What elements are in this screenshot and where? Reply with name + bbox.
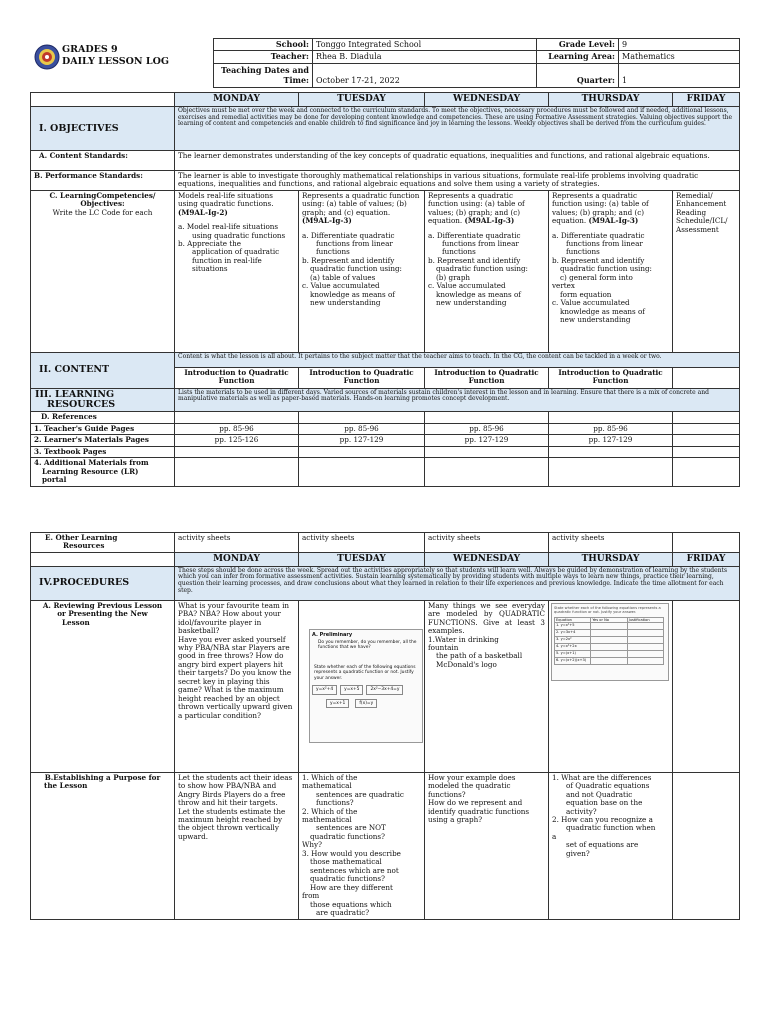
lc-label-1: C. LearningCompetencies/ [49,190,156,200]
purpose-tuesday-line: sentences are quadratic [316,789,404,799]
purpose-tuesday-line: from [302,891,320,901]
equation-table-cell: 3. y=2x² [555,637,591,644]
preliminary-instruction: State whether each of the following equations represents a quadratic function or not. Justify your answer. [314,664,416,681]
lc-wednesday-b2: quadratic function using: [436,264,528,274]
purpose-thursday-line: set of equations are [566,840,639,850]
lc-thursday-a2: functions from linear [566,239,643,248]
school-value: Tonggo Integrated School [313,39,537,51]
lc-thursday-code: (M9AL-Ig-3) [588,216,639,226]
lm-tuesday: pp. 127-129 [299,435,425,446]
purpose-tuesday-line: those equations which [310,899,392,909]
dates-label [214,63,313,87]
additional-materials-label-2: Learning Resource (LR) [42,466,139,476]
dates-label-1: Teaching Dates and [220,64,309,75]
content-tuesday: Introduction to Quadratic Function [299,367,425,388]
lc-wednesday-c3: new understanding [436,298,507,308]
day-thursday-2: THURSDAY [549,552,673,566]
reviewing-thursday [549,600,673,772]
lm-thursday: pp. 127-129 [549,435,673,446]
title-line-2: DAILY LESSON LOG [62,56,169,67]
reviewing-wednesday-example-2: the path of a basketball [436,651,523,661]
reviewing-label-1: A. Reviewing Previous Lesson [42,600,163,610]
preliminary-question: Do you remember, do you remember, all the functions that we have? [318,639,417,651]
content-wednesday: Introduction to Quadratic Function [425,367,549,388]
tg-thursday: pp. 85-96 [549,423,673,434]
area-label: Learning Area: [537,51,619,63]
dates-label-2: Time: [283,75,309,86]
area-value: Mathematics [619,51,740,63]
textbook-label: 3. Textbook Pages [31,446,175,457]
dates-value: October 17-21, 2022 [313,63,537,87]
purpose-monday: Let the students act their ideas to show how PBA/NBA and Angry Birds Players do a free throw and hit their targets. Let the students estimate the maximum height reached by the object thrown vertically upward. [175,772,299,919]
purpose-tuesday-line: mathematical [302,781,352,791]
school-label: School: [214,39,313,51]
equation-card: 2x²−3x+4=y [366,685,403,695]
lc-tuesday-intro: Represents a quadratic function using: (a) table of values; (b) graph; and (c) equation. [302,190,420,217]
lc-wednesday [425,190,549,352]
lc-wednesday-c: c. Value accumulated [428,281,506,291]
reviewing-label [31,600,175,772]
quarter-label: Quarter: [537,63,619,87]
lc-wednesday-a2: functions from linear [442,239,519,248]
lc-thursday-b3: c) general form into [560,272,633,282]
lc-label-3: Write the LC Code for each [52,207,153,217]
day-friday: FRIDAY [673,93,740,107]
purpose-tuesday-line: 2. Which of the [302,806,358,816]
lc-thursday-b: b. Represent and identify [552,255,645,265]
reviewing-wednesday-example-3: McDonald's logo [436,659,497,669]
lc-wednesday-b3: (b) graph [436,272,471,282]
day-thursday: THURSDAY [549,93,673,107]
lc-thursday-a: a. Differentiate quadratic [552,230,645,240]
procedures-heading: IV.PROCEDURES [31,566,175,600]
resources-heading [31,388,175,412]
lc-wednesday-c2: knowledge as means of [436,289,521,299]
resources-heading-2: RESOURCES [47,399,116,411]
lc-label-2: Objectives: [80,199,125,209]
day-tuesday-2: TUESDAY [299,552,425,566]
objectives-heading: I. OBJECTIVES [31,106,175,150]
lc-tuesday-a2: functions from linear [316,239,393,248]
day-tuesday: TUESDAY [299,93,425,107]
tg-tuesday: pp. 85-96 [299,423,425,434]
equation-table-header: Justification [627,618,663,623]
reviewing-monday: What is your favourite team in PBA? NBA? How about your idol/favourite player in basketball? Have you ever asked yourself why PBA/NBA star Players are good in free throws? How do angry bird expert players hit their targets? Do you know the secret key in playing this game? What is the maximum height reached by an object thrown vertically upward given a particular condition? [175,600,299,772]
lc-tuesday-code: (M9AL-Ig-3) [302,216,352,226]
content-standards-value: The learner demonstrates understanding of the key concepts of quadratic equations, inequalities and functions, and rational algebraic equations. [175,150,740,170]
equation-table-instruction: State whether each of the following equations represents a quadratic function or not. Justify your answer. [554,605,661,614]
equation-table-header: Equation [555,618,591,623]
purpose-thursday-line: equation base on the [566,798,643,808]
equation-table-cell: 4. y=x²+2x [555,644,591,651]
additional-materials-label-1: 4. Additional Materials from [34,458,149,468]
day-wednesday-2: WEDNESDAY [425,552,549,566]
lc-monday-intro: Models real-life situations using quadratic functions. [178,190,274,209]
lesson-log-table-page-2 [30,532,740,920]
day-friday-2: FRIDAY [673,552,740,566]
other-resources-label-1: E. Other Learning [45,533,118,542]
lc-monday-b2: application of quadratic [192,247,280,257]
lc-tuesday-c: c. Value accumulated [302,281,380,291]
equation-table [554,617,664,665]
lc-thursday-b4: vertex [552,281,575,291]
other-resources-label [31,533,175,553]
teacher-label: Teacher: [214,51,313,63]
purpose-tuesday-line: How are they different [310,882,393,892]
equation-table-cell: 2. y=3x+4 [555,630,591,637]
lc-thursday-b5: form equation [560,289,612,299]
content-note: Content is what the lesson is all about. It pertains to the subject matter that the teacher aims to teach. In the CG, the content can be tackled in a week or two. [175,352,740,367]
lesson-log-table-page-1 [30,92,740,487]
lc-tuesday-b: b. Represent and identify [302,255,395,265]
resources-note: Lists the materials to be used in different days. Varied sources of materials sustain children's interest in the lesson and in learning. Ensure that there is a mix of concrete and manipulative materials as well as paper-based materials. Hands-on learning promotes concept development. [175,388,740,412]
lc-monday-b: b. Appreciate the [178,239,242,248]
lc-thursday-c3: new understanding [560,315,631,325]
content-thursday: Introduction to Quadratic Function [549,367,673,388]
reviewing-wednesday-example-1b: fountain [428,643,459,652]
lc-thursday-a3: functions [566,247,600,257]
purpose-thursday-line: given? [566,848,590,858]
reviewing-tuesday [299,600,425,772]
equation-table-cell: 1. y=x²+5 [555,623,591,630]
additional-materials-label [31,458,175,486]
lc-tuesday-b3: (a) table of values [310,272,376,282]
teacher-value: Rhea B. Diadula [313,51,537,63]
purpose-tuesday-line: are quadratic? [316,908,370,918]
deped-seal-icon [34,44,60,70]
equation-card: y=x²+4 [312,685,337,695]
lc-tuesday-a3: functions [316,247,350,257]
tg-monday: pp. 85-96 [175,423,299,434]
purpose-tuesday-line: sentences are NOT [316,823,386,833]
preliminary-activity-image [309,629,423,743]
lc-thursday-b2: quadratic function using: [560,264,652,274]
day-monday-2: MONDAY [175,552,299,566]
lc-thursday-c: c. Value accumulated [552,298,630,308]
content-monday: Introduction to Quadratic Function [175,367,299,388]
purpose-tuesday-line: sentences which are not [310,865,399,875]
equation-table-cell: 5. y=(x+1) [555,651,591,658]
lc-wednesday-code: (M9AL-Ig-3) [464,216,515,226]
reviewing-label-2: or Presenting the New [57,609,148,619]
lc-monday-b3: function in real-life [192,255,262,265]
lc-thursday [549,190,673,352]
reviewing-wednesday-example-1: 1.Water in drinking [428,634,499,644]
performance-standards-label: B. Performance Standards: [31,170,175,190]
preliminary-title: A. Preliminary [312,631,353,638]
equation-card: y=x+1 [326,699,349,709]
additional-materials-label-3: portal [42,475,67,485]
other-monday: activity sheets [175,533,299,553]
other-thursday: activity sheets [549,533,673,553]
references-label: D. References [31,412,175,423]
reviewing-wednesday [425,600,549,772]
lc-tuesday-c3: new understanding [310,298,381,308]
purpose-label [31,772,175,919]
purpose-thursday-line: of Quadratic equations [566,781,650,791]
purpose-thursday-line: and not Quadratic [566,789,633,799]
purpose-tuesday-line: mathematical [302,815,352,824]
lc-tuesday-c2: knowledge as means of [310,289,395,299]
objectives-note: Objectives must be met over the week and connected to the curriculum standards. To meet the objectives, necessary procedures must be followed and if needed, additional lessons, exercises and remedial activities may be done for developing content knowledge and competencies. These are using Formative Assessment strategies. Valuing objectives support the learning of content and competencies and enable children to find significance and joy in learning the lessons. Weekly objectives shall be derived from the curriculum guides. [175,106,740,150]
lm-wednesday: pp. 127-129 [425,435,549,446]
purpose-tuesday-line: 1. Which of the [302,772,358,782]
reviewing-wednesday-intro: Many things we see everyday are modeled by QUADRATIC FUNCTIONS. Give at least 3 examples. [428,600,545,636]
purpose-wednesday: How your example does modeled the quadratic functions? How do we represent and identify quadratic functions using a graph? [425,772,549,919]
lc-monday-a2: using quadratic functions [192,230,286,240]
lc-thursday-c2: knowledge as means of [560,306,645,316]
corner-cell [31,93,175,107]
purpose-tuesday-line: quadratic functions? [310,874,385,884]
lc-wednesday-intro: Represents a quadratic function using: (a) table of values; (b) graph; and (c) equation. [428,190,525,226]
tg-wednesday: pp. 85-96 [425,423,549,434]
content-heading: II. CONTENT [31,352,175,388]
lm-monday: pp. 125-126 [175,435,299,446]
lc-monday-b4: situations [192,264,228,274]
purpose-thursday-line: 2. How can you recognize a [552,815,653,824]
lc-wednesday-b: b. Represent and identify [428,255,521,265]
other-tuesday: activity sheets [299,533,425,553]
lc-monday-a: a. Model real-life situations [178,222,279,232]
header-table [213,38,740,88]
learning-competencies-label [31,190,175,352]
lc-tuesday-b2: quadratic function using: [310,264,402,274]
teachers-guide-label: 1. Teacher's Guide Pages [31,423,175,434]
lc-thursday-intro: Represents a quadratic function using: (a) table of values; (b) graph; and (c) equation. [552,190,649,226]
purpose-thursday-line: quadratic function when [566,823,656,833]
equation-table-header: Yes or No [591,618,627,623]
equation-table-cell: 6. y=(x+2)(x+3) [555,658,591,665]
quarter-value: 1 [619,63,740,87]
other-wednesday: activity sheets [425,533,549,553]
lc-monday-code: (M9AL-Ig-2) [178,207,228,217]
lc-friday: Remedial/ Enhancement Reading Schedule/ICL/ Assessment [673,190,740,352]
grade-value: 9 [619,39,740,51]
purpose-label-1: B.Establishing a Purpose for [44,772,161,782]
purpose-tuesday-line: functions? [316,798,354,808]
purpose-label-2: the Lesson [44,781,88,791]
reviewing-label-3: Lesson [62,617,90,627]
equation-card: f(x)=y [355,699,377,709]
equation-card: y=x+5 [340,685,363,695]
lc-wednesday-a: a. Differentiate quadratic [428,230,521,240]
title-line-1: GRADES 9 [62,44,118,55]
learners-materials-label: 2. Learner's Materials Pages [31,435,175,446]
purpose-tuesday-line: quadratic functions? [310,831,385,841]
purpose-thursday [549,772,673,919]
purpose-tuesday-line: Why? [302,840,322,850]
grade-label: Grade Level: [537,39,619,51]
performance-standards-value: The learner is able to investigate thoroughly mathematical relationships in various situations, formulate real-life problems involving quadratic equations, inequalities and functions, and rational algebraic equations and solve them using a variety of strategies. [175,170,740,190]
day-monday: MONDAY [175,93,299,107]
equation-table-image [551,603,669,681]
day-wednesday: WEDNESDAY [425,93,549,107]
other-resources-label-2: Resources [63,541,105,551]
purpose-tuesday [299,772,425,919]
lc-tuesday-a: a. Differentiate quadratic [302,230,395,240]
lc-monday [175,190,299,352]
content-friday [673,367,740,388]
purpose-thursday-line: 1. What are the differences [552,772,652,782]
lc-wednesday-a3: functions [442,247,476,257]
lc-tuesday [299,190,425,352]
content-standards-label: A. Content Standards: [31,150,175,170]
document-title [62,44,169,68]
purpose-tuesday-line: 3. How would you describe [302,848,401,858]
purpose-thursday-line: a [552,831,557,841]
purpose-tuesday-line: those mathematical [310,857,382,867]
purpose-thursday-line: activity? [566,806,597,816]
procedures-note: These steps should be done across the week. Spread out the activities appropriately so that students will learn well. Always be guided by demonstration of learning by the students which you can infer from formative assessment activities. Sustain learning systematically by providing students with multiple ways to learn new things, practice their learning, question their learning processes, and draw conclusions about what they learned in relation to their life experiences and previous knowledge. Indicate the time allotment for each step. [175,566,740,600]
resources-heading-1: III. LEARNING [35,388,115,400]
